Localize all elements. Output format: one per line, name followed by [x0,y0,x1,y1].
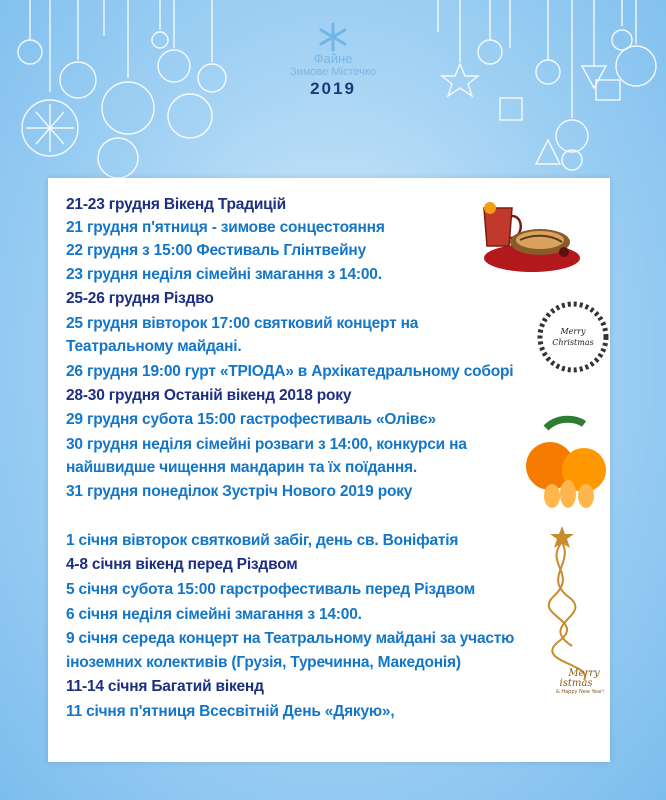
event-heading: 4-8 січня вікенд перед Різдвом [66,556,298,573]
event-item: 11 січня п'ятниця Всесвітній День «Дякую», [66,703,395,720]
event-item: 22 грудня з 15:00 Фестиваль Глінтвейну [66,242,367,259]
event-item: іноземних колективів (Грузія, Туречинна, Македонія) [66,654,461,671]
event-item: 25 грудня вівторок 17:00 святковий концерт на [66,315,419,332]
event-item: 26 грудня 19:00 гурт «ТРІОДА» в Архікатедральному соборі [66,363,514,380]
event-item: 30 грудня неділя сімейні розваги з 14:00, конкурси на [66,436,467,453]
event-item: 23 грудня неділя сімейні змагання з 14:00. [66,266,382,283]
tangerines-icon [506,410,610,510]
logo-year: 2019 [310,79,356,98]
tree-text-1: Merry [568,668,600,679]
event-item: 21 грудня п'ятниця - зимове сонцестояння [66,219,385,236]
event-item: Театральному майдані. [66,338,242,355]
logo-title: Файне [313,51,353,66]
wreath-text-1: Merry [560,327,586,336]
tree-text-2: istmas [559,678,593,689]
schedule-card [48,178,610,762]
brand-logo [268,18,398,108]
christmas-tree-icon [514,524,610,694]
wreath-text-2: Christmas [552,338,594,347]
event-heading: 11-14 січня Багатий вікенд [66,678,264,695]
event-heading: 28-30 грудня Останій вікенд 2018 року [66,387,352,404]
event-heading: 25-26 грудня Різдво [66,290,214,307]
event-item: найшвидше чищення мандарин та їх поїдання. [66,459,417,476]
christmas-wreath-icon [536,300,610,374]
event-item: 9 січня середа концерт на Театральному майдані за участю [66,630,515,647]
event-item: 1 січня вівторок святковий забіг, день св. Воніфатія [66,532,459,549]
event-heading: 21-23 грудня Вікенд Традицій [66,196,286,213]
snowflake-icon [318,22,348,52]
event-item: 5 січня субота 15:00 гарстрофестиваль перед Різдвом [66,581,476,598]
tree-text-3: & Happy New Year! [555,689,605,694]
event-item: 31 грудня понеділок Зустріч Нового 2019 року [66,483,413,500]
mulled-wine-icon [472,190,582,280]
event-item: 6 січня неділя сімейні змагання з 14:00. [66,606,362,623]
logo-subtitle: Зимове Містечко [290,66,376,78]
event-item: 29 грудня субота 15:00 гастрофестиваль «Олівє» [66,411,436,428]
